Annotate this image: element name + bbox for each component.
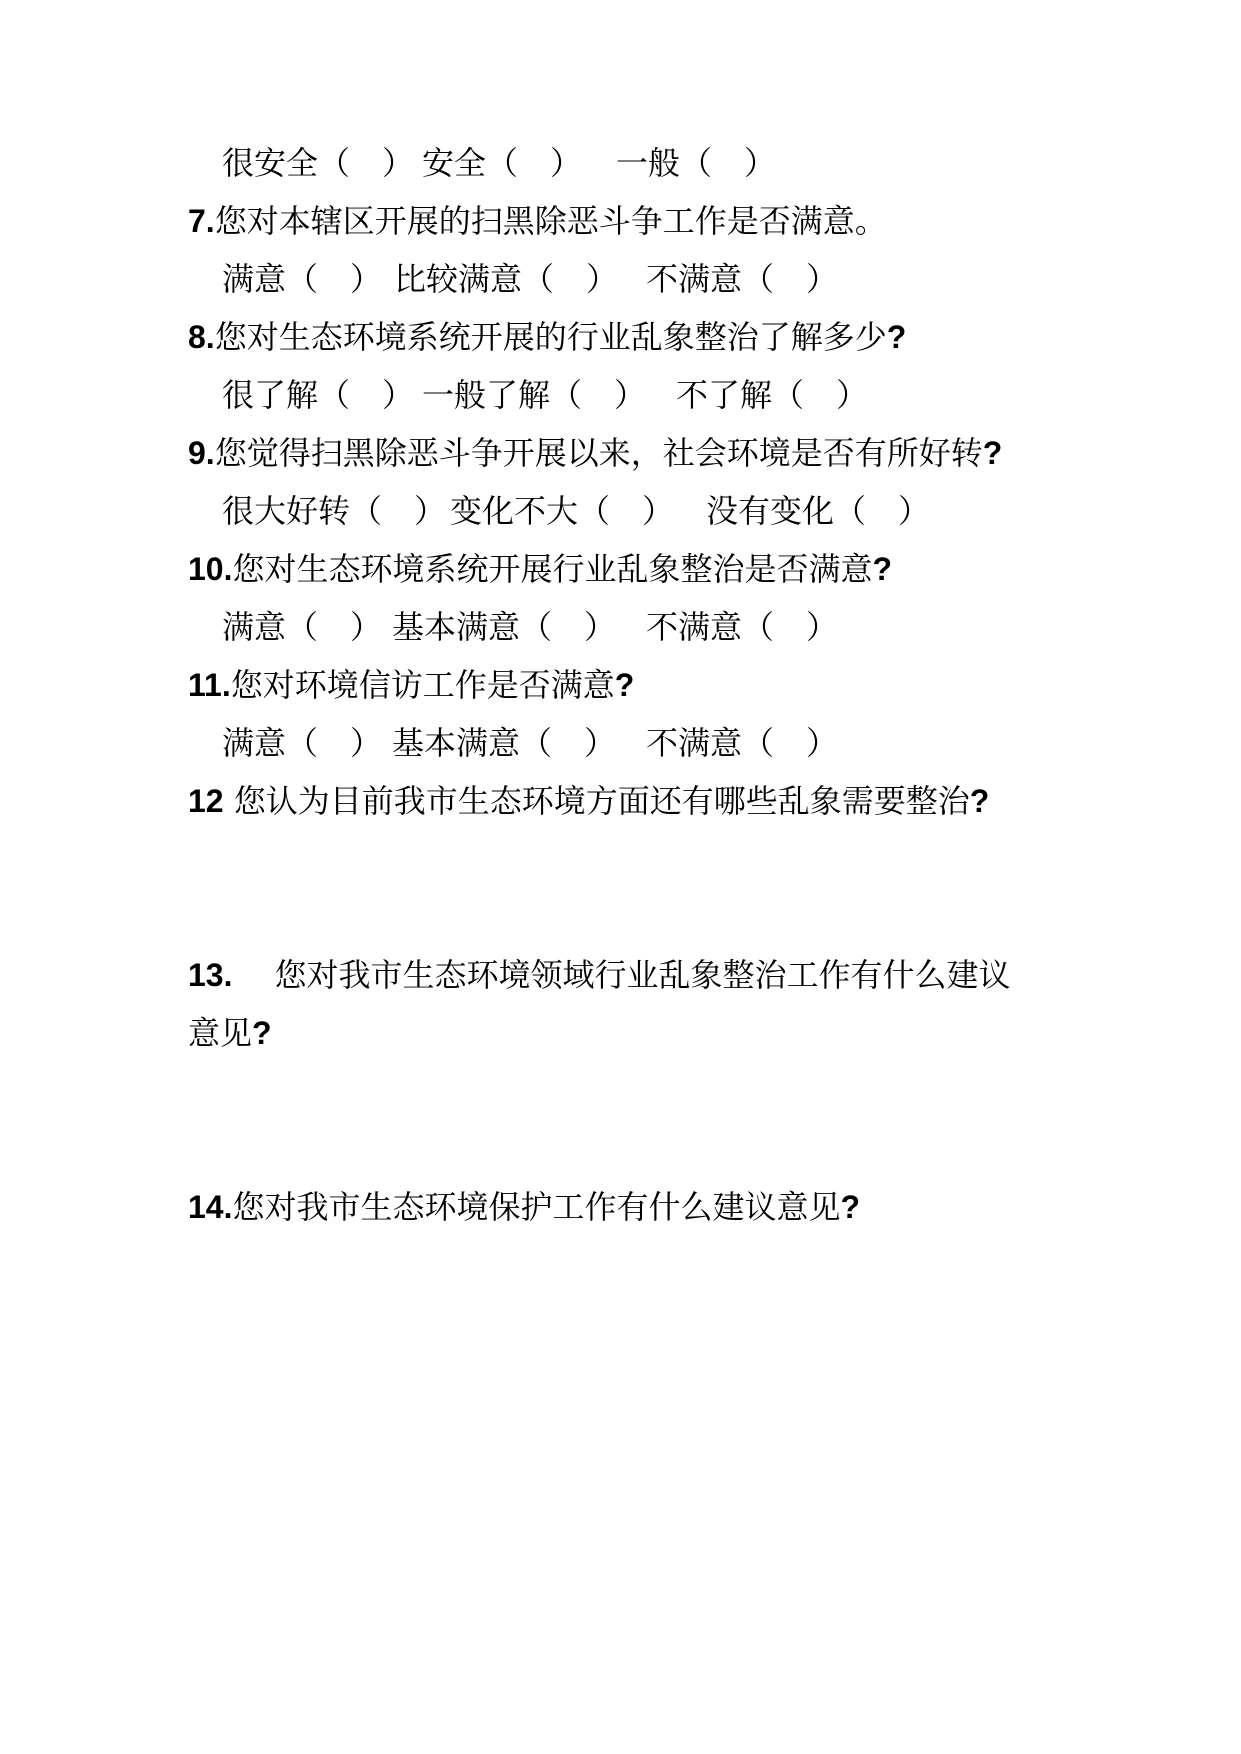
q14-number: 14. [188,1189,233,1225]
q8-question-mark: ? [886,319,907,355]
q12-number: 12 [188,783,224,819]
q14-question [188,1187,860,1227]
q8-question [188,317,906,357]
q11-question [188,665,634,705]
q13-question-mark: ? [252,1015,272,1051]
q14-question-mark: ? [840,1189,861,1225]
q13-question-line2 [188,1013,272,1053]
q8-option-2[interactable]: 一般了解（ ） [422,376,647,414]
q11-number: 11. [188,667,231,703]
q11-question-mark: ? [614,667,635,703]
q11-option-1[interactable]: 满意（ ） [222,724,383,762]
q7-option-1[interactable]: 满意（ ） [222,260,383,298]
q9-question-mark: ? [982,435,1003,471]
q13-text-line2: 意见 [188,1014,253,1052]
q10-option-2[interactable]: 基本满意（ ） [392,608,617,646]
q9-option-2[interactable]: 变化不大（ ） [450,492,675,530]
q8-option-1[interactable]: 很了解（ ） [222,376,415,414]
q7-option-2[interactable]: 比较满意（ ） [394,260,619,298]
q13-question-line1 [188,955,1011,995]
q10-text: 您对生态环境系统开展行业乱象整治是否满意 [232,550,873,588]
q14-text: 您对我市生态环境保护工作有什么建议意见 [232,1188,841,1226]
q6-option-1[interactable]: 很安全（ ） [222,144,415,182]
q12-question-mark: ? [969,783,990,819]
q8-text: 您对生态环境系统开展的行业乱象整治了解多少 [214,318,887,356]
q9-text: 您觉得扫黑除恶斗争开展以来，社会环境是否有所好转 [214,434,983,472]
q6-option-2[interactable]: 安全（ ） [422,144,583,182]
q10-number: 10. [188,551,233,587]
q11-text: 您对环境信访工作是否满意 [230,666,615,704]
q11-option-3[interactable]: 不满意（ ） [646,724,839,762]
q12-text: 您认为目前我市生态环境方面还有哪些乱象需要整治 [223,782,970,820]
q10-question [188,549,892,589]
q10-option-3[interactable]: 不满意（ ） [646,608,839,646]
q7-number: 7. [188,203,215,239]
q7-text: 您对本辖区开展的扫黑除恶斗争工作是否满意。 [214,202,887,240]
q13-text-line1: 您对我市生态环境领域行业乱象整治工作有什么建议 [274,956,1011,994]
q9-option-3[interactable]: 没有变化（ ） [706,492,931,530]
q10-question-mark: ? [872,551,893,587]
q10-option-1[interactable]: 满意（ ） [222,608,383,646]
q12-question [188,781,989,821]
q8-number: 8. [188,319,215,355]
q13-number: 13. [188,957,233,993]
q7-option-3[interactable]: 不满意（ ） [646,260,839,298]
q6-option-3[interactable]: 一般（ ） [616,144,777,182]
q11-option-2[interactable]: 基本满意（ ） [392,724,617,762]
q7-question [188,201,887,241]
q9-number: 9. [188,435,215,471]
q9-option-1[interactable]: 很大好转（ ） [222,492,447,530]
q9-question [188,433,1002,473]
q8-option-3[interactable]: 不了解（ ） [676,376,869,414]
